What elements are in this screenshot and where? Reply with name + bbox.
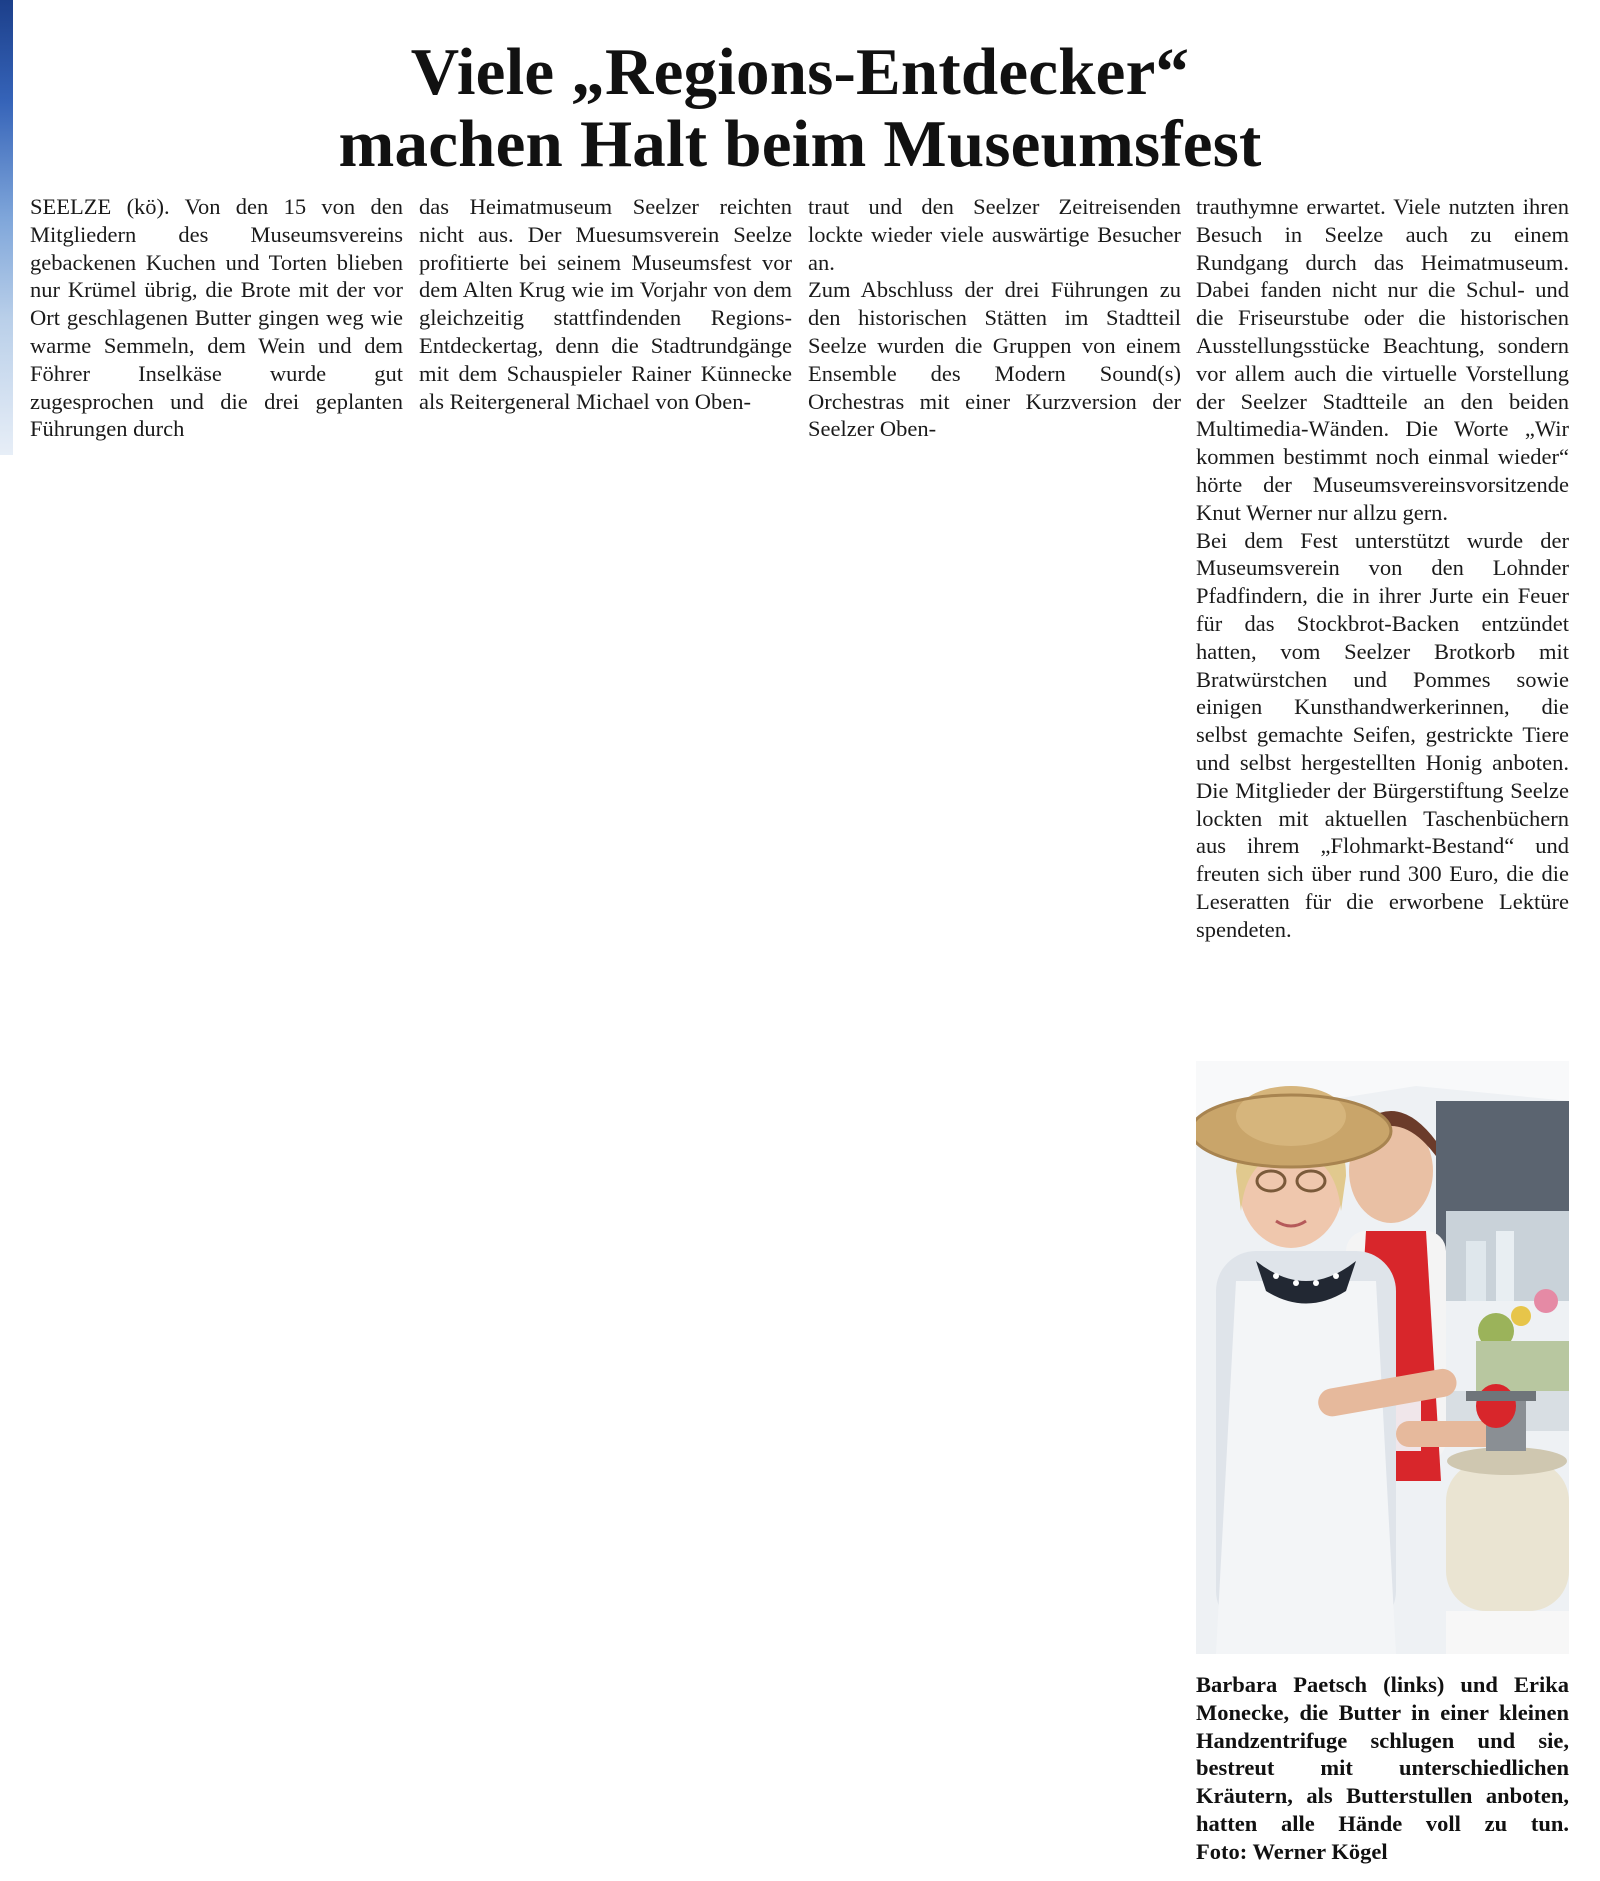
- column-4-paragraph-1: trauthymne erwartet. Viele nutzten ihren Besuch in Seelze auch zu einem Rundgang durch das Heimatmuseum. Dabei fanden nicht nur die Schul- und die Friseurstube oder die historischen Ausstellungsstücke Beachtung, sondern vor allem auch die virtuelle Vorstellung der Seelzer Stadtteile an den beiden Multimedia-Wänden. Die Worte „Wir kommen bestimmt noch einmal wieder“ hörte der Museumsvereinsvorsitzende Knut Werner nur allzu gern.: [1196, 194, 1569, 525]
- scan-edge-strip: [0, 0, 13, 455]
- column-1-paragraph-1: SEELZE (kö). Von den 15 von den Mitgliedern des Museumsvereins gebackenen Kuchen und Torten blieben nur Krümel übrig, die Brote mit der vor Ort geschlagenen Butter gingen weg wie warme Semmeln, dem Wein und dem Föhrer Inselkäse wurde gut zugesprochen und die drei geplanten Führungen durch: [30, 194, 403, 442]
- article-column-1: [30, 193, 403, 443]
- caption-text: Barbara Paetsch (links) und Erika Monecke, die Butter in einer kleinen Handzentrifuge schlugen und sie, bestreut mit unterschiedlichen Kräutern, als Butterstullen anboten, hatten alle Hände voll zu tun.: [1196, 1672, 1569, 1836]
- article-column-4: [1196, 193, 1569, 944]
- column-4-paragraph-2: Bei dem Fest unterstützt wurde der Museumsverein von den Lohnder Pfadfindern, die in ihrer Jurte ein Feuer für das Stockbrot-Backen entzündet hatten, vom Seelzer Brotkorb mit Bratwürstchen und Pommes sowie einigen Kunsthandwerkerinnen, die selbst gemachte Seifen, gestrickte Tiere und selbst hergestellten Honig anboten. Die Mitglieder der Bürgerstiftung Seelze lockten mit aktuellen Taschenbüchern aus ihrem „Flohmarkt-Bestand“ und freuten sich über rund 300 Euro, die die Leseratten für die erworbene Lektüre spendeten.: [1196, 527, 1569, 942]
- photo-credit: Foto: Werner Kögel: [1196, 1838, 1388, 1864]
- article-headline: [100, 36, 1500, 180]
- headline-line-1: Viele „Regions-Entdecker“: [410, 35, 1190, 109]
- column-2-paragraph-1: das Heimatmuseum Seelzer reichten nicht aus. Der Muesumsverein Seelze profitierte bei seinem Museumsfest vor dem Alten Krug wie im Vorjahr von dem gleichzeitig stattfindenden Regions-Entdeckertag, denn die Stadtrundgänge mit dem Schauspieler Rainer Künnecke als Reitergeneral Michael von Oben-: [419, 194, 792, 414]
- article-column-3: [808, 193, 1181, 443]
- article-column-2: [419, 193, 792, 415]
- column-3-paragraph-2: Zum Abschluss der drei Führungen zu den historischen Stätten im Stadtteil Seelze wurden die Gruppen von einem Ensemble des Modern Sound(s) Orchestras mit einer Kurzversion der Seelzer Oben-: [808, 277, 1181, 442]
- column-3-paragraph-1: traut und den Seelzer Zeitreisenden lockte wieder viele auswärtige Besucher an.: [808, 194, 1181, 275]
- headline-line-2: machen Halt beim Museumsfest: [338, 107, 1262, 181]
- article-photo: [1196, 1061, 1569, 1654]
- photo-caption: [1196, 1671, 1569, 1866]
